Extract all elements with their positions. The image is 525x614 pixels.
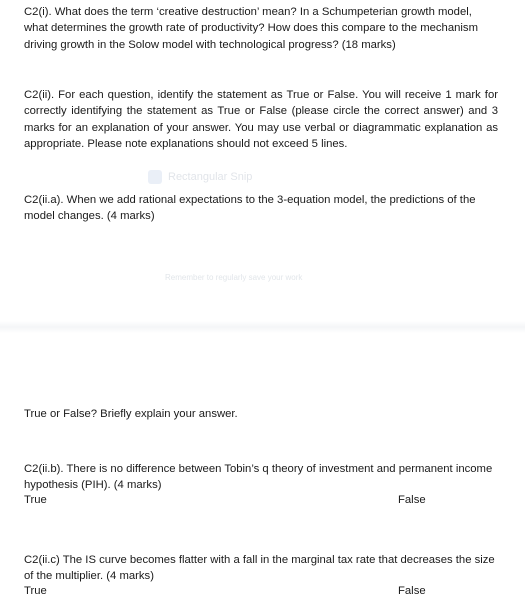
snip-tool-overlay [142,166,262,188]
question-c2iia: C2(ii.a). When we add rational expectations to the 3-equation model, the predictions of the model changes. (4 marks) [24,194,476,223]
question-c2iic: C2(ii.c) The IS curve becomes flatter with a fall in the marginal tax rate that decreases the size of the multiplier. (4 marks) [24,554,495,583]
save-reminder-overlay: Remember to regularly save your work [165,273,303,282]
question-c2i: C2(i). What does the term ‘creative destruction’ mean? In a Schumpeterian growth model, what determines the growth rate of productivity? How does this compare to the mechanism driving growth in the Solow model with technological progress? (18 marks) [24,6,478,51]
option-false-c2iib[interactable]: False [398,494,426,506]
question-c2iib: C2(ii.b). There is no difference between Tobin’s q theory of investment and permanent income hypothesis (PIH). (4 marks) [24,463,493,492]
question-c2ii-instructions: C2(ii). For each question, identify the statement as True or False. You will receive 1 mark for correctly identifying the statement as True or False (please circle the correct answer) and 3 marks for an explanation of your answer. You may use verbal or diagrammatic explanation as appropriate. Please note explanations should not exceed 5 lines. [24,89,498,150]
snip-tool-label: Rectangular Snip [168,171,253,183]
page-break [0,321,525,333]
option-true-c2iic[interactable]: True [24,585,47,597]
prompt-true-or-false: True or False? Briefly explain your answer. [24,408,238,420]
snip-icon [148,170,162,184]
option-false-c2iic[interactable]: False [398,585,426,597]
option-true-c2iib[interactable]: True [24,494,47,506]
